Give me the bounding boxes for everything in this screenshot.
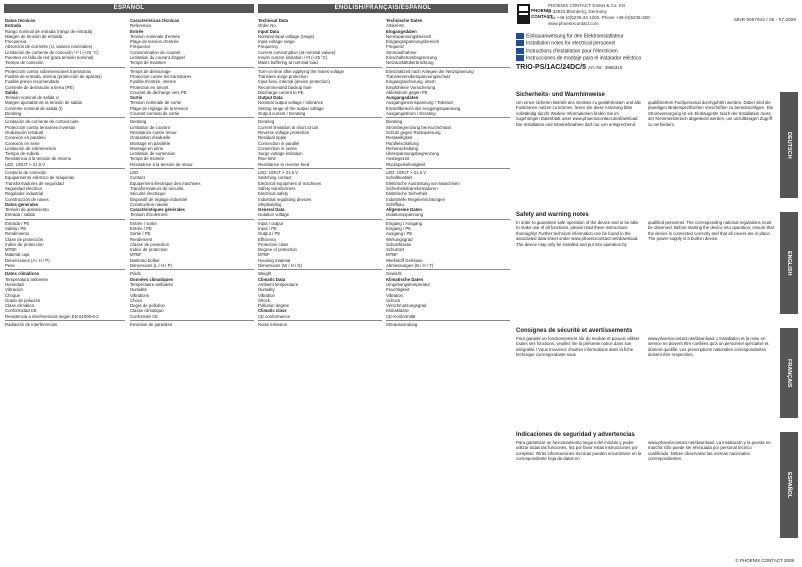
spec-row: Protection en amont <box>130 84 169 90</box>
spec-row: LED: UOUT > 21,6 V <box>5 161 46 167</box>
spec-row: Climatic class <box>258 308 287 314</box>
spec-row: Input Data <box>258 28 280 34</box>
spec-row: Schutzart <box>386 247 405 253</box>
spec-row: Corriente nominal de salida (I) <box>5 105 63 111</box>
spec-row: Verschmutzungsgrad <box>386 303 427 309</box>
spec-row: Peso <box>5 263 15 269</box>
spec-row: Sécurité électrique <box>130 191 166 197</box>
spec-row: Nominal input voltage (range) <box>258 33 315 39</box>
spec-row: Humidité <box>130 287 147 293</box>
spec-row: Output Data <box>258 95 283 101</box>
spec-row: Einschaltzeit nach Anlegen der Netzspannung <box>386 68 474 74</box>
spec-row: Clase de protección <box>5 236 43 242</box>
spec-row: Turn-on time after applying the mains voltage <box>258 68 345 74</box>
spec-row: Setting range of the output voltage <box>258 105 324 111</box>
spec-row: Température ambiante <box>130 281 173 287</box>
spec-row: Humidity <box>258 287 275 293</box>
spec-row: CE-Konformität <box>386 313 416 319</box>
language-tab: ESPAÑOL <box>780 432 798 538</box>
spec-row: Frequency <box>258 44 279 50</box>
spec-row: Vibration <box>386 292 403 298</box>
spec-row: Connection in parallel <box>258 140 300 146</box>
spec-row: Allgemeine Daten <box>386 207 423 213</box>
spec-row: Resistance to reverse feed <box>258 161 310 167</box>
spec-row: Isolation voltage <box>258 212 290 218</box>
spec-row: LED <box>130 170 139 176</box>
spec-row: Limitación de sobretensión <box>5 145 57 151</box>
spec-row: Protection contre les transitoires <box>130 73 192 79</box>
spec-row: Salida <box>5 89 18 95</box>
spec-row: Technical Data <box>258 18 289 23</box>
instruction-section <box>516 212 774 320</box>
spec-row: Safety transformers <box>258 185 296 191</box>
language-tab: FRANÇAIS <box>780 328 798 418</box>
spec-row: Radiación de interferencias <box>5 322 58 328</box>
spec-row: Restwelligkeit <box>386 135 413 141</box>
divider <box>258 269 382 270</box>
divider <box>386 219 510 220</box>
spec-row: Netzausfallüberbrückung <box>386 60 434 66</box>
spec-column-spanish <box>5 18 125 327</box>
spec-row: Datos técnicos <box>5 18 36 23</box>
divider <box>5 219 125 220</box>
en-flag-icon <box>516 40 524 46</box>
divider <box>386 168 510 169</box>
divider <box>386 117 510 118</box>
spec-row: Équipement électrique des machines <box>130 180 201 186</box>
spec-row: Technische Daten <box>386 18 423 23</box>
spec-row: Surge voltage limitation <box>258 151 303 157</box>
divider <box>130 269 254 270</box>
spec-row: Einstellbereich der Ausgangsspannung <box>386 105 461 111</box>
spec-row: Anstiegszeit <box>386 156 410 162</box>
title-block <box>516 33 796 71</box>
spec-row: Corriente de derivación a tierra (PE) <box>5 84 74 90</box>
spec-row: Klimaklasse <box>386 308 409 314</box>
spec-row: Vibración <box>5 287 23 293</box>
spec-row: Temps de montée <box>130 156 165 162</box>
spec-row: Rango nominal de entrada (rango de entrada) <box>5 28 93 34</box>
spec-row: Entrada / salida <box>5 212 35 218</box>
spec-row: Inrush current limitation / I²t (+25 °C) <box>258 55 328 61</box>
spec-row: Limitation de surtension <box>130 151 176 157</box>
spec-row: Temps de maintien <box>130 60 167 66</box>
spec-column-english <box>258 18 382 327</box>
spec-row: Eingangsdaten <box>386 28 417 34</box>
spec-row: Schaltkontakt <box>386 175 412 181</box>
spec-row: Limitación de corriente de conexión / I² t (+25 °C) <box>5 49 99 55</box>
section-title: Sicherheits- und Warnhinweise <box>516 92 605 98</box>
spec-row: Montage en série <box>130 145 164 151</box>
spec-row: Reihenschaltung <box>386 145 419 151</box>
spec-row: Conformidad CE <box>5 308 37 314</box>
spec-row: Werkstoff Gehäuse <box>386 257 423 263</box>
divider <box>130 168 254 169</box>
spec-row: Strombegrenzung bei Kurzschluss <box>386 124 452 130</box>
spec-row: Tiempo de conexión <box>5 60 44 66</box>
spec-row: Industrial regulating devices <box>258 196 312 202</box>
spec-row: Parallelschaltung <box>386 140 419 146</box>
spec-row: Tension nominale d'entrée <box>130 33 181 39</box>
spec-row: Ausgang / PE <box>386 231 413 237</box>
spec-row: Derating <box>130 119 147 125</box>
divider <box>258 67 382 68</box>
spec-row: Derating <box>386 119 403 125</box>
spec-row: Noise emission <box>258 322 288 328</box>
spec-row: Entrée <box>130 28 144 34</box>
spec-row: Données climatiques <box>130 276 173 282</box>
spec-row: Discharge current to PE <box>258 89 304 95</box>
divider <box>130 117 254 118</box>
spec-row: Degré de pollution <box>130 303 165 309</box>
spec-row: Nennspannungsbereich <box>386 33 432 39</box>
instruction-section <box>516 328 774 424</box>
spec-row: Fusible d'entrée, interne <box>130 79 176 85</box>
spec-row: Recommended backup fuse <box>258 84 312 90</box>
spec-row: Order No. <box>258 23 277 29</box>
spec-row: Sortie <box>130 95 143 101</box>
spec-row: Dimensions (W / H / D) <box>258 263 302 269</box>
spec-row: Output current / Derating <box>258 111 306 117</box>
spec-row: Chocs <box>130 297 143 303</box>
spec-row: Salida / PE <box>5 225 27 231</box>
title-es: Instrucciones de montaje para el instalador eléctrico <box>516 55 796 62</box>
spec-row: MTBF <box>5 247 17 253</box>
spec-row: Ausgangsstrom / Derating <box>386 111 436 117</box>
spec-row: Absorción de corriente (U, valores nominales) <box>5 44 93 50</box>
divider <box>5 320 125 321</box>
spec-column-german <box>386 18 510 327</box>
spec-row: Input / PE <box>258 225 277 231</box>
spec-row: Dispositif de réglage industriel <box>130 196 188 202</box>
spec-row: Classe de protection <box>130 241 170 247</box>
spec-row: Abmessungen (B / H / T) <box>386 263 434 269</box>
spec-row: Weight <box>258 271 272 277</box>
spec-row: Clase climática <box>5 303 34 309</box>
spec-row: Grado de polución <box>5 297 41 303</box>
section-title: Indicaciones de seguridad y advertencias <box>516 432 635 438</box>
spec-row: Transformateurs de sécurité <box>130 185 184 191</box>
document-number: MNR 9057942 / 05 - 07.2008 <box>734 18 796 23</box>
divider <box>258 219 382 220</box>
spec-row: Sicherheitstransformatoren <box>386 185 438 191</box>
spec-row: Störaussendung <box>386 322 418 328</box>
spec-row: General Data <box>258 207 285 213</box>
spec-row: Elektrische Ausrüstung von Maschinen <box>386 180 460 186</box>
divider <box>5 67 125 68</box>
section-body: Pour garantir un fonctionnement sûr du module et pouvoir utiliser toutes ses fonctions, veuillez lire la présente notice dans son intégralité ! Vous trouverez d'autres informations dans la fiche technique correspondante sous www.phoenixcontact.net/download. L'installation et la mise en service ne doivent être confiées qu'à un personnel spécialisé et dûment qualifié. Les prescriptions nationales correspondantes doivent être respectées. <box>516 336 769 358</box>
spec-row: Indice de protection <box>130 247 168 253</box>
es-flag-icon <box>516 55 524 61</box>
spec-row: Schutz gegen Rückspeisung <box>386 129 441 135</box>
spec-row: Input / output <box>258 220 284 226</box>
section-title: Safety and warning notes <box>516 212 589 218</box>
company-address: PHOENIX CONTACT GmbH & Co. KG <box>548 3 626 8</box>
spec-row: Current limitation at short circuit <box>258 124 319 130</box>
spec-row: Construcción de naves <box>5 196 49 202</box>
spec-row: MTBF <box>130 252 142 258</box>
spec-row: Resistencia a interferencias según EN 61000-6-2 <box>5 313 99 319</box>
spec-row: Contact <box>130 175 145 181</box>
company-web: www.phoenixcontact.com <box>548 21 599 26</box>
divider <box>5 269 125 270</box>
spec-row: Transformadores de seguridad <box>5 180 64 186</box>
section-title: Consignes de sécurité et avertissements <box>516 328 633 334</box>
spec-row: Stromaufnahme <box>386 49 417 55</box>
spec-row: Überspannungsbegrenzung <box>386 151 440 157</box>
spec-row: Plage de tension d'entrée <box>130 39 179 45</box>
spec-row: Tensión nominal de salida U <box>5 95 59 101</box>
spec-row: Classe climatique <box>130 308 164 314</box>
spec-row: Isolationsspannung <box>386 212 424 218</box>
spec-row: Dimensions (L / H / P) <box>130 263 172 269</box>
spec-row: Émission de parasites <box>130 322 173 328</box>
section-body: Um einen sicheren Betrieb des Gerätes zu gewährleisten und alle Funktionen nutzen zu können, lesen Sie diese Anleitung bitte vollständig durch! Weitere Informationen finden Sie im zugehörigen Datenblatt unter www.phoenixcontact.de/download. Die Installation und Inbetriebnahme darf nur von entsprechend qualifiziertem Fachpersonal durchgeführt werden. Dabei sind die jeweiligen länderspezifischen Vorschriften zu berücksichtigen. Die Stromversorgung ist ein Einbaugerät. Nach der Installation muss der Klemmenbereich abgedeckt werden, um unzulässigen Zugriff zu verhindern. <box>516 100 774 127</box>
spec-row: Montage en parallèle <box>130 140 171 146</box>
spec-row: Ausgangsnennspannung / Toleranz <box>386 100 454 106</box>
spec-row: Matériau boîtier <box>130 257 160 263</box>
title-de: Einbauanweisung für den Elektroinstallateur <box>516 33 796 40</box>
divider <box>386 67 510 68</box>
spec-row: Rückspeisefestigkeit <box>386 161 426 167</box>
spec-row: Rendement <box>130 236 153 242</box>
spec-row: Résistance contre retour <box>130 129 177 135</box>
language-tab: DEUTSCH <box>780 92 798 198</box>
spec-row: Sortie / PE <box>130 231 151 237</box>
spec-row: Rendimiento <box>5 231 30 237</box>
divider <box>386 269 510 270</box>
instruction-section <box>516 92 774 204</box>
spec-row: Rise time <box>258 156 276 162</box>
divider <box>258 320 382 321</box>
spec-column-french <box>130 18 254 327</box>
spec-row: Entrée / sortie <box>130 220 157 226</box>
spec-row: Regulador industrial <box>5 191 44 197</box>
divider <box>258 117 382 118</box>
spec-row: Temperatura ambiente <box>5 276 48 282</box>
spec-row: Características técnicas <box>130 18 180 23</box>
spec-row: Output / PE <box>258 231 281 237</box>
spec-row: Limitation de courant <box>130 124 170 130</box>
fr-flag-icon <box>516 48 524 54</box>
spec-row: Input voltage range <box>258 39 295 45</box>
spec-row: Poids <box>130 271 141 277</box>
company-fax: Fax +49-(0)5235-34 1200, Phone +49-(0)5235-300 <box>548 15 650 20</box>
spec-row: Eingang / PE <box>386 225 412 231</box>
spec-row: Derating <box>258 119 275 125</box>
spec-row: Derating <box>5 111 22 117</box>
section-body: Para garantizar un funcionamiento seguro del módulo y poder utilizar todas las funciones, lea por favor estas instrucciones por completo. Otras informaciones técnicas pueden encontrarse en la correspondiente hoja de datos en www.phoenixcontact.net/download. La instalación y la puesta en marcha sólo puede ser efectuada por personal técnico cualificado. Deben observarse las normas nacionales correspondientes. <box>516 440 771 462</box>
de-flag-icon <box>516 33 524 39</box>
spec-row: Protection class <box>258 241 289 247</box>
spec-row: Schock <box>386 297 401 303</box>
spec-row: Transient surge protection <box>258 73 308 79</box>
spec-row: Courant de décharge vers PE <box>130 89 187 95</box>
spec-row: Choque <box>5 292 21 298</box>
spec-row: Wirkungsgrad <box>386 236 413 242</box>
spec-row: Pollution degree <box>258 303 290 309</box>
spec-row: Entrada / PE <box>5 220 30 226</box>
spec-row: Empfohlene Vorsicherung <box>386 84 436 90</box>
spec-row: Eingangsspannungsbereich <box>386 39 440 45</box>
spec-row: Limitación de corriente de cortocircuito <box>5 119 79 125</box>
instruction-section <box>516 432 774 544</box>
spec-row: Resistencia a la tensión de retorno <box>5 156 72 162</box>
spec-row: Conformité CE <box>130 313 159 319</box>
spec-row: Entrada <box>5 23 21 29</box>
spec-row: MTBF <box>386 252 398 258</box>
spec-row: Reverse voltage protection <box>258 129 310 135</box>
spec-row: Schiffbau <box>386 201 404 207</box>
divider <box>386 320 510 321</box>
spec-row: Limitation du courant d'appel <box>130 55 185 61</box>
divider <box>130 67 254 68</box>
spec-row: Electrical equipment of machines <box>258 180 322 186</box>
spec-row: Eingangssicherung, intern <box>386 79 436 85</box>
spec-row: Einschaltstrombegrenzung <box>386 55 437 61</box>
spec-row: Temps de démarrage <box>130 68 171 74</box>
spec-row: Artikel-Nr. <box>386 23 405 29</box>
spec-row: Margen ajustable de la tensión de salida <box>5 100 82 106</box>
divider <box>130 320 254 321</box>
company-city: D-32823 Blomberg, Germany <box>548 9 607 14</box>
product-name: TRIO-PS/1AC/24DC/5 Art.-Nr.: 2866310 <box>516 64 623 72</box>
spec-row: Contacto de conexión <box>5 170 47 176</box>
spec-row: Current consumption (at nominal values) <box>258 49 336 55</box>
title-fr: Instructions d'installation pour l'électricien <box>516 48 796 55</box>
spec-row: Humedad <box>5 281 24 287</box>
spec-row: Material caja <box>5 252 30 258</box>
spec-row: Transientenüberspannungsschutz <box>386 73 451 79</box>
spec-row: Protección contra sobretensiones transitorias <box>5 68 91 74</box>
spec-row: Industrielle Regeleinrichtungen <box>386 196 446 202</box>
spec-row: Tiempo de subida <box>5 151 39 157</box>
spec-row: Electrical safety <box>258 191 289 197</box>
spec-row: CE conformance <box>258 313 291 319</box>
spec-row: Shock <box>258 297 270 303</box>
title-en: Installation notes for electrical personnel <box>516 40 796 47</box>
spec-row: Fusible de entrada, interna (protección de aparato) <box>5 73 102 79</box>
divider <box>258 168 382 169</box>
spec-row: Dimensiones (A / H / P) <box>5 257 50 263</box>
spec-row: Fusible previo recomendado <box>5 79 60 85</box>
spec-row: Residual ripple <box>258 135 287 141</box>
spec-row: Construction navale <box>130 201 168 207</box>
spec-row: Ambient temperature <box>258 281 299 287</box>
spec-row: Ondulation résiduelle <box>130 135 171 141</box>
spec-row: Schutzklasse <box>386 241 412 247</box>
spec-row: Feuchtigkeit <box>386 287 410 293</box>
spec-row: LED: UOUT > 21,6 V <box>386 170 427 176</box>
spec-row: Gewicht <box>386 271 402 277</box>
spec-row: Frequenz <box>386 44 405 50</box>
spec-row: Entrée / PE <box>130 225 152 231</box>
spec-row: Climatic Data <box>258 276 286 282</box>
spec-row: MTBF <box>258 252 270 258</box>
divider <box>5 117 125 118</box>
language-tab: ENGLISH <box>780 212 798 314</box>
spec-row: Shipbuilding <box>258 201 282 207</box>
spec-row: Vibration <box>258 292 275 298</box>
svg-text:CONTACT: CONTACT <box>531 14 553 19</box>
spec-row: Degree of protection <box>258 247 297 253</box>
footer-copyright: © PHOENIX CONTACT 2008 <box>735 558 794 563</box>
spec-row: Efficiency <box>258 236 277 242</box>
spec-row: Résistance à la tension de retour <box>130 161 193 167</box>
spec-row: Umgebungstemperatur <box>386 281 430 287</box>
spec-row: Conexión en paralelo <box>5 135 46 141</box>
spec-row: Input fuse, internal (device protection) <box>258 79 330 85</box>
spec-row: Ausgangsdaten <box>386 95 419 101</box>
phoenix-contact-logo <box>516 2 553 26</box>
spec-row: Caractéristiques générales <box>130 207 185 213</box>
spec-row: Índice de protección <box>5 241 44 247</box>
spec-row: Ableitstrom gegen PE <box>386 89 428 95</box>
spec-row: Housing material <box>258 257 291 263</box>
spec-row: Tensión de aislamiento <box>5 207 49 213</box>
divider <box>5 168 125 169</box>
company-contact <box>548 3 728 27</box>
language-bar-middle: ENGLISH/FRANÇAIS/ESPAÑOL <box>258 4 508 13</box>
spec-row: Equipamiento eléctrico de máquinas <box>5 175 75 181</box>
spec-row: Mains buffering at nominal load <box>258 60 318 66</box>
spec-row: Switching contact <box>258 175 292 181</box>
spec-row: LED: UOUT > 21.6 V <box>258 170 299 176</box>
spec-row: Elektrische Sicherheit <box>386 191 428 197</box>
spec-row: Consommation de courant <box>130 49 181 55</box>
spec-row: Frecuencia <box>5 39 27 45</box>
spec-row: Eingang / Ausgang <box>386 220 423 226</box>
svg-text:PHOENIX: PHOENIX <box>531 8 552 13</box>
spec-row: Referencia <box>130 23 151 29</box>
spec-row: Fréquence <box>130 44 151 50</box>
spec-row: Courant nominal de sortie <box>130 111 180 117</box>
spec-row: Conexión en serie <box>5 140 40 146</box>
section-body: In order to guarantee safe operation of the device and to be able to make use of all functions, please read these instructions thoroughly! Further technical information can be found in the associated data sheet under www.phoenixcontact.net/download. The device may only be installed and put into operation by qualified personnel. The corresponding national regulations must be observed. Before starting the device into operation, ensure that the device is connected correctly and that all covers are in place. The power supply is a built-in device. <box>516 220 774 247</box>
spec-row: Seguridad eléctrica <box>5 185 42 191</box>
spec-row: Klimatische Daten <box>386 276 424 282</box>
spec-row: Vibrations <box>130 292 150 298</box>
spec-row: Tension nominale de sortie <box>130 100 182 106</box>
spec-row: Datos climáticos <box>5 271 40 277</box>
spec-row: Plage de réglage de la tension <box>130 105 189 111</box>
spec-row: Connection in series <box>258 145 297 151</box>
spec-row: Protección contra tensiones inversas <box>5 124 76 130</box>
spec-row: Ondulación residual <box>5 129 43 135</box>
language-bar-left: ESPAÑOL <box>4 4 254 13</box>
spec-row: Margen de tensión de entrada <box>5 33 63 39</box>
spec-row: Tension d'isolement <box>130 212 168 218</box>
spec-row: Puenteo en fallo de red (para tensión nominal) <box>5 55 94 61</box>
spec-row: Datos generales <box>5 201 39 207</box>
spec-row: Nominal output voltage / tolerance <box>258 100 324 106</box>
divider <box>130 219 254 220</box>
